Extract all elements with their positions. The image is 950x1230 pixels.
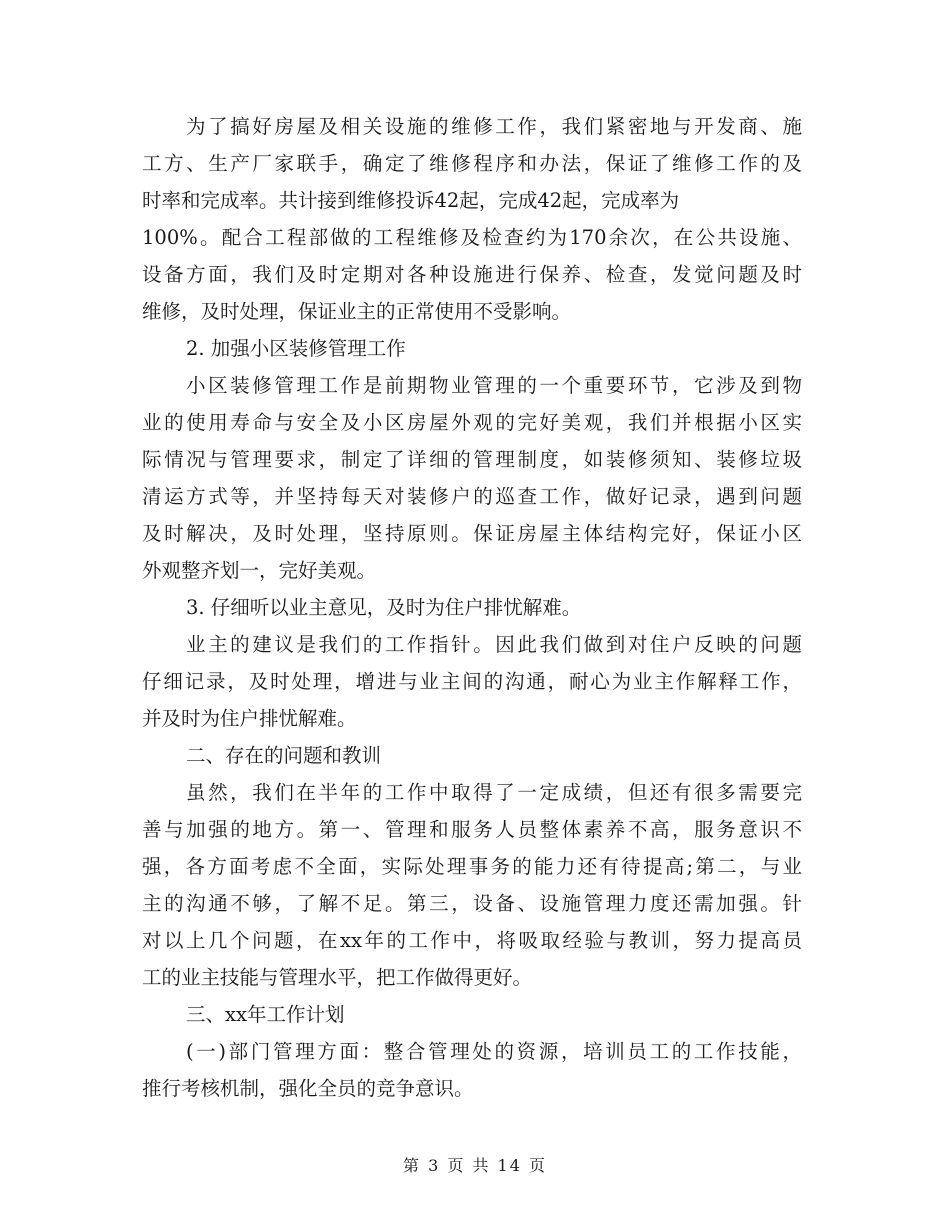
text-line: 为了搞好房屋及相关设施的维修工作，我们紧密地与开发商、施 bbox=[186, 115, 802, 138]
text-line: 工方、生产厂家联手，确定了维修程序和办法，保证了维修工作的及 bbox=[142, 152, 802, 175]
text-line: 并及时为住户排忧解难。 bbox=[142, 707, 357, 730]
text-line: 外观整齐划一，完好美观。 bbox=[142, 559, 377, 582]
text-line: 推行考核机制，强化全员的竞争意识。 bbox=[142, 1077, 474, 1100]
text-line: 及时解决，及时处理，坚持原则。保证房屋主体结构完好，保证小区 bbox=[142, 522, 802, 545]
text-line: 际情况与管理要求，制定了详细的管理制度，如装修须知、装修垃圾 bbox=[142, 448, 802, 471]
text-line: 3. 仔细听以业主意见，及时为住户排忧解难。 bbox=[186, 596, 582, 619]
text-line: 2. 加强小区装修管理工作 bbox=[186, 337, 406, 360]
text-line: 善与加强的地方。第一、管理和服务人员整体素养不高，服务意识不 bbox=[142, 818, 802, 841]
text-line: 100%。配合工程部做的工程维修及检查约为170余次，在公共设施、 bbox=[142, 226, 802, 249]
text-line: 仔细记录，及时处理，增进与业主间的沟通，耐心为业主作解释工作， bbox=[142, 670, 802, 693]
text-line: 二、存在的问题和教训 bbox=[186, 744, 382, 767]
text-line: (一)部门管理方面：整合管理处的资源，培训员工的工作技能， bbox=[186, 1040, 802, 1063]
page-number-footer: 第 3 页 共 14 页 bbox=[403, 1156, 547, 1175]
text-line: 主的沟通不够，了解不足。第三，设备、设施管理力度还需加强。针 bbox=[142, 892, 802, 915]
text-line: 维修，及时处理，保证业主的正常使用不受影响。 bbox=[142, 300, 572, 323]
text-line: 小区装修管理工作是前期物业管理的一个重要环节，它涉及到物 bbox=[186, 374, 802, 397]
text-line: 设备方面，我们及时定期对各种设施进行保养、检查，发觉问题及时 bbox=[142, 263, 802, 286]
text-line: 时率和完成率。共计接到维修投诉42起，完成42起，完成率为 bbox=[142, 189, 680, 212]
text-line: 业主的建议是我们的工作指针。因此我们做到对住户反映的问题 bbox=[186, 633, 802, 656]
text-line: 三、xx年工作计划 bbox=[186, 1003, 345, 1026]
text-line: 虽然，我们在半年的工作中取得了一定成绩，但还有很多需要完 bbox=[186, 781, 802, 804]
text-line: 强，各方面考虑不全面，实际处理事务的能力还有待提高;第二，与业 bbox=[142, 855, 802, 878]
text-line: 业的使用寿命与安全及小区房屋外观的完好美观，我们并根据小区实 bbox=[142, 411, 802, 434]
text-line: 清运方式等，并坚持每天对装修户的巡查工作，做好记录，遇到问题 bbox=[142, 485, 802, 508]
text-line: 工的业主技能与管理水平，把工作做得更好。 bbox=[142, 966, 533, 989]
text-line: 对以上几个问题，在xx年的工作中，将吸取经验与教训，努力提高员 bbox=[142, 929, 802, 952]
document-body bbox=[142, 108, 802, 1107]
